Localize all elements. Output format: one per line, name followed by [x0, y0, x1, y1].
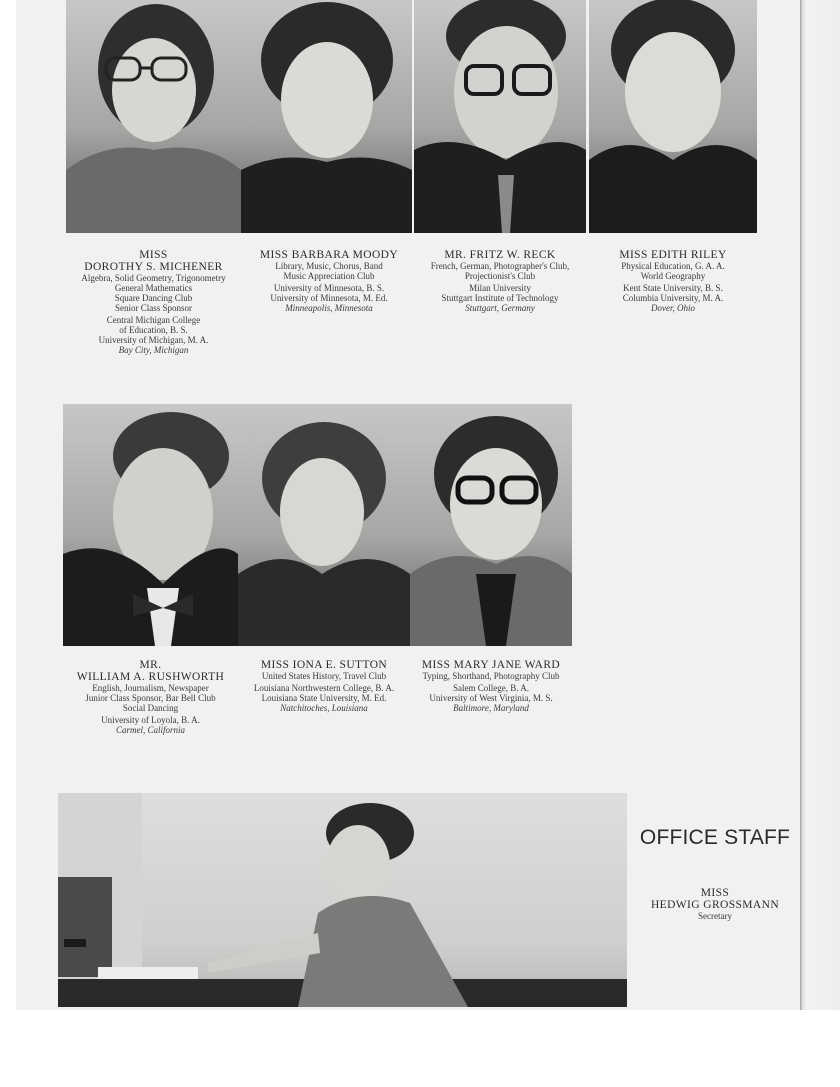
teacher-detail: Library, Music, Chorus, Band: [275, 261, 383, 271]
teacher-detail: Louisiana State University, M. Ed.: [261, 693, 387, 703]
teacher-caption: [246, 249, 412, 313]
teacher-caption: [414, 249, 586, 313]
teacher-hometown: Carmel, California: [115, 725, 185, 735]
teacher-hometown: Minneapolis, Minnesota: [285, 303, 373, 313]
teacher-detail: Louisiana Northwestern College, B. A.: [253, 683, 395, 693]
teacher-caption: [238, 659, 410, 713]
staff-role: Secretary: [698, 911, 732, 921]
portrait-photo: [66, 0, 241, 233]
portrait-photo: [589, 0, 757, 233]
page-binding-edge: [800, 0, 840, 1087]
portrait-photo: [414, 0, 586, 233]
teacher-name: MR. FRITZ W. RECK: [444, 249, 556, 261]
teacher-detail: United States History, Travel Club: [261, 671, 387, 681]
portrait-photo: [63, 404, 238, 646]
portrait-photo: [241, 0, 412, 233]
teacher-detail: University of Loyola, B. A.: [101, 715, 200, 725]
page-left-margin: [0, 0, 16, 1087]
teacher-hometown: Baltimore, Maryland: [453, 703, 529, 713]
teacher-detail: Algebra, Solid Geometry, Trigonometry: [81, 273, 226, 283]
staff-name: MISS: [700, 887, 730, 899]
teacher-name: MISS MARY JANE WARD: [421, 659, 561, 671]
teacher-caption: [63, 659, 238, 735]
teacher-detail: French, German, Photographer's Club,: [430, 261, 570, 271]
teacher-detail: Columbia University, M. A.: [622, 293, 724, 303]
teacher-name: MR.: [139, 659, 162, 671]
teacher-detail: University of Minnesota, M. Ed.: [270, 293, 388, 303]
teacher-hometown: Natchitoches, Louisiana: [280, 703, 368, 713]
teacher-detail: Social Dancing: [122, 703, 179, 713]
teacher-detail: Junior Class Sponsor, Bar Bell Club: [85, 693, 216, 703]
teacher-detail: of Education, B. S.: [119, 325, 188, 335]
teacher-detail: Projectionist's Club: [464, 271, 536, 281]
teacher-name: MISS: [139, 249, 168, 261]
teacher-detail: Milan University: [469, 283, 531, 293]
teacher-detail: General Mathematics: [114, 283, 193, 293]
teacher-detail: Physical Education, G. A. A.: [621, 261, 725, 271]
teacher-hometown: Stuttgart, Germany: [465, 303, 535, 313]
teacher-caption: [589, 249, 757, 313]
staff-name: HEDWIG GROSSMANN: [650, 899, 780, 911]
teacher-name: MISS IONA E. SUTTON: [260, 659, 388, 671]
teacher-detail: Square Dancing Club: [114, 293, 193, 303]
teacher-detail: Senior Class Sponsor: [114, 303, 192, 313]
teacher-caption: [408, 659, 574, 713]
teacher-name: MISS EDITH RILEY: [619, 249, 727, 261]
teacher-caption: [66, 249, 241, 355]
office-staff-caption: [640, 887, 790, 921]
teacher-detail: University of Minnesota, B. S.: [273, 283, 385, 293]
teacher-name: WILLIAM A. RUSHWORTH: [76, 671, 225, 683]
teacher-detail: Stuttgart Institute of Technology: [441, 293, 559, 303]
teacher-hometown: Dover, Ohio: [651, 303, 695, 313]
teacher-hometown: Bay City, Michigan: [118, 345, 189, 355]
teacher-detail: Music Appreciation Club: [283, 271, 375, 281]
teacher-detail: World Geography: [640, 271, 706, 281]
teacher-detail: Typing, Shorthand, Photography Club: [422, 671, 560, 681]
teacher-detail: University of West Virginia, M. S.: [429, 693, 553, 703]
teacher-name: MISS BARBARA MOODY: [259, 249, 399, 261]
office-staff-heading: OFFICE STAFF: [639, 826, 791, 849]
portrait-photo: [410, 404, 572, 646]
teacher-detail: Central Michigan College: [106, 315, 201, 325]
teacher-detail: English, Journalism, Newspaper: [92, 683, 209, 693]
teacher-detail: Kent State University, B. S.: [623, 283, 723, 293]
page-bottom-margin: [0, 1010, 840, 1087]
teacher-detail: University of Michigan, M. A.: [98, 335, 209, 345]
portrait-photo: [238, 404, 410, 646]
teacher-name: DOROTHY S. MICHENER: [84, 261, 223, 273]
teacher-detail: Salem College, B. A.: [453, 683, 529, 693]
office-photo: [58, 793, 627, 1007]
